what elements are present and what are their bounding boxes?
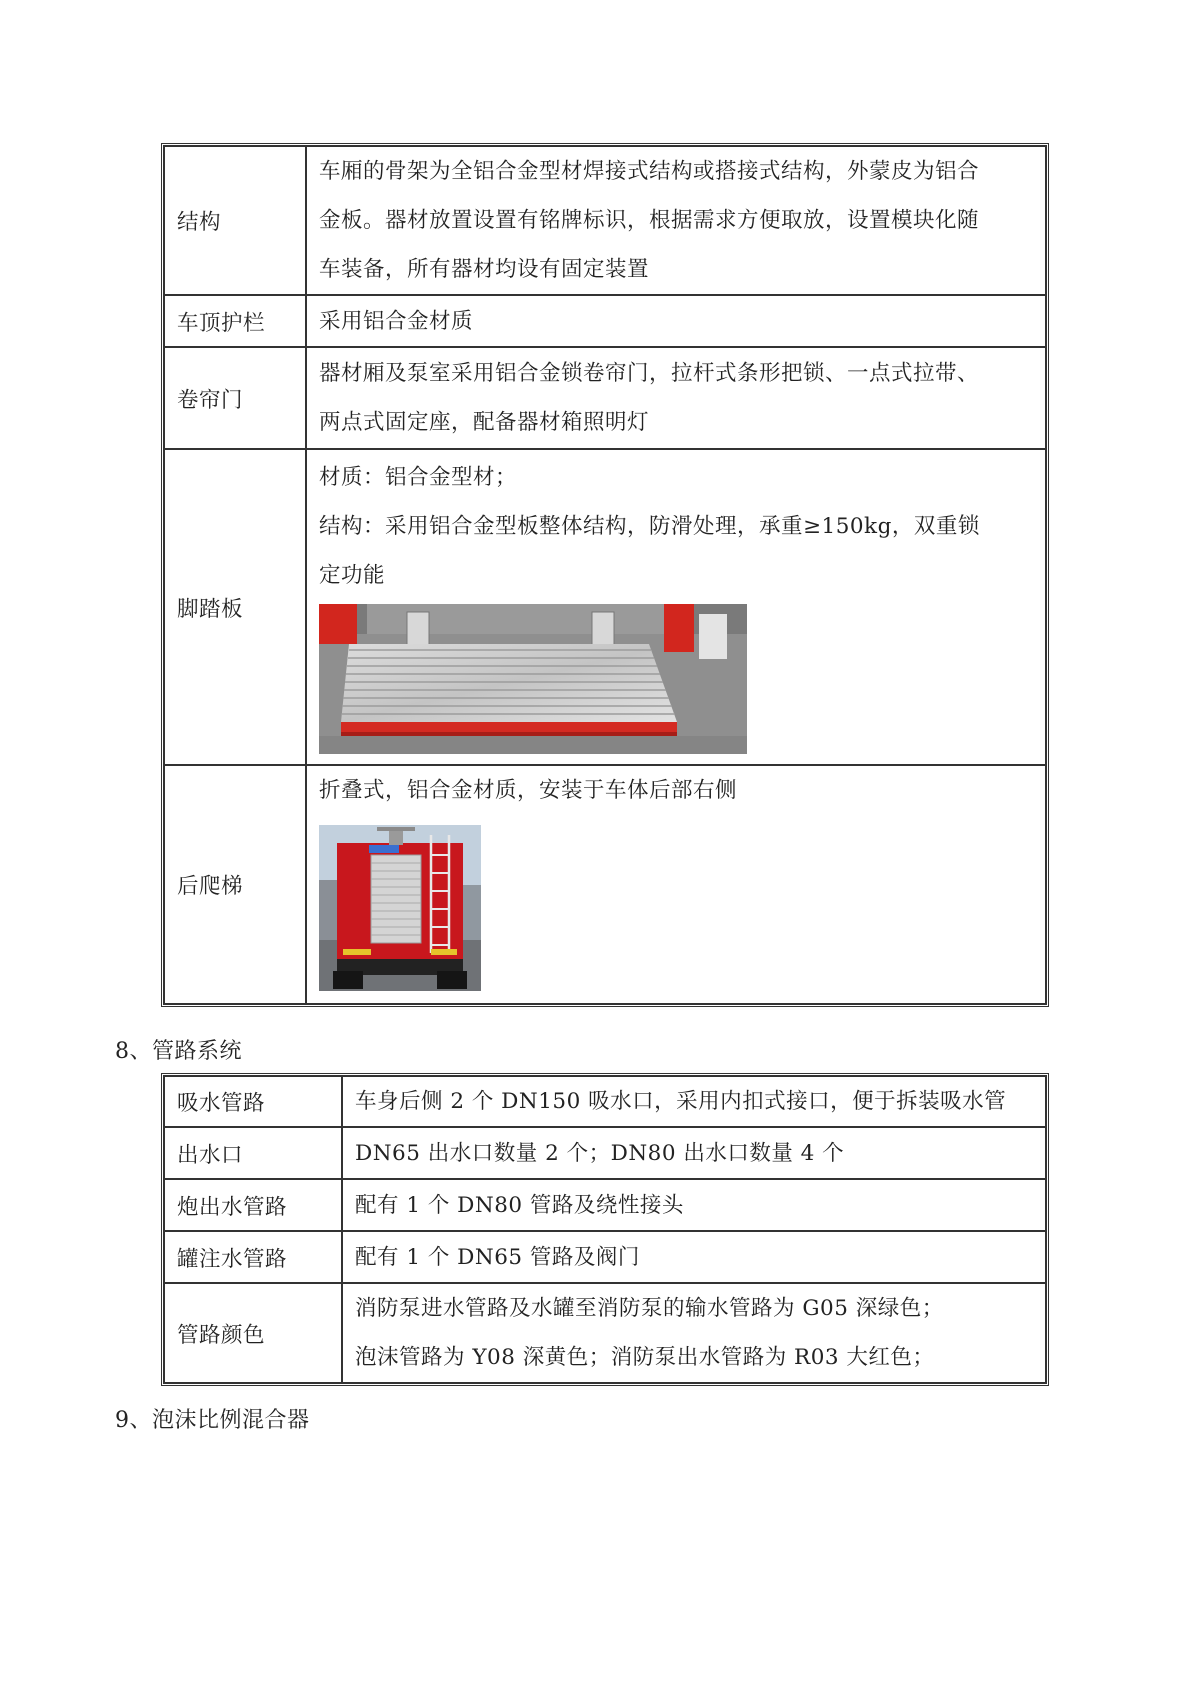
row-value — [306, 449, 1046, 765]
text-line: 配有 1 个 DN65 管路及阀门 — [355, 1244, 640, 1270]
row-value — [342, 1179, 1046, 1231]
piping-system-table — [161, 1073, 1049, 1386]
table-row — [164, 295, 1046, 347]
text-line: 器材厢及泵室采用铝合金锁卷帘门，拉杆式条形把锁、一点式拉带、 — [319, 361, 980, 386]
text-line: 车装备，所有器材均设有固定装置 — [319, 257, 650, 282]
row-value — [342, 1283, 1046, 1383]
footboard-photo — [319, 604, 747, 754]
table-row — [164, 146, 1046, 295]
row-label: 罐注水管路 — [164, 1231, 342, 1283]
row-label: 后爬梯 — [164, 765, 306, 1004]
text-line: 泡沫管路为 Y08 深黄色；消防泵出水管路为 R03 大红色； — [355, 1345, 935, 1370]
section-heading-8: 8、管路系统 — [115, 1039, 242, 1064]
equipment-body-table — [161, 143, 1049, 1007]
row-value — [342, 1127, 1046, 1179]
table-row — [164, 449, 1046, 765]
row-label: 车顶护栏 — [164, 295, 306, 347]
table-row — [164, 1231, 1046, 1283]
table-row — [164, 1283, 1046, 1383]
text-line: 结构：采用铝合金型板整体结构，防滑处理，承重≥150kg，双重锁 — [319, 513, 980, 539]
table-row — [164, 1179, 1046, 1231]
table-row — [164, 347, 1046, 449]
text-line: DN65 出水口数量 2 个；DN80 出水口数量 4 个 — [355, 1140, 845, 1166]
row-value — [342, 1076, 1046, 1127]
row-value — [306, 765, 1046, 1004]
text-line: 消防泵进水管路及水罐至消防泵的输水管路为 G05 深绿色； — [355, 1296, 944, 1321]
text-line: 两点式固定座，配备器材箱照明灯 — [319, 410, 650, 435]
footboard-photo-image — [319, 604, 747, 754]
row-value — [342, 1231, 1046, 1283]
text-line: 定功能 — [319, 562, 386, 588]
row-label: 脚踏板 — [164, 449, 306, 765]
text-line: 金板。器材放置设置有铭牌标识，根据需求方便取放，设置模块化随 — [319, 208, 980, 233]
row-value — [306, 347, 1046, 449]
table-row — [164, 1127, 1046, 1179]
row-label: 出水口 — [164, 1127, 342, 1179]
row-label: 吸水管路 — [164, 1076, 342, 1127]
text-line: 车厢的骨架为全铝合金型材焊接式结构或搭接式结构，外蒙皮为铝合 — [319, 159, 980, 184]
row-value — [306, 295, 1046, 347]
rear-ladder-photo — [319, 825, 481, 991]
table-row — [164, 1076, 1046, 1127]
row-label: 卷帘门 — [164, 347, 306, 449]
text-line: 配有 1 个 DN80 管路及绕性接头 — [355, 1192, 684, 1218]
text-line: 车身后侧 2 个 DN150 吸水口，采用内扣式接口，便于拆装吸水管 — [355, 1089, 1007, 1114]
row-label: 管路颜色 — [164, 1283, 342, 1383]
table-row — [164, 765, 1046, 1004]
text-line: 采用铝合金材质 — [319, 308, 474, 334]
text-line: 材质：铝合金型材； — [319, 464, 518, 490]
row-value — [306, 146, 1046, 295]
row-label: 炮出水管路 — [164, 1179, 342, 1231]
row-label: 结构 — [164, 146, 306, 295]
text-line: 折叠式，铝合金材质，安装于车体后部右侧 — [319, 778, 738, 803]
rear-ladder-photo-image — [319, 825, 481, 991]
section-heading-9: 9、泡沫比例混合器 — [115, 1408, 310, 1433]
